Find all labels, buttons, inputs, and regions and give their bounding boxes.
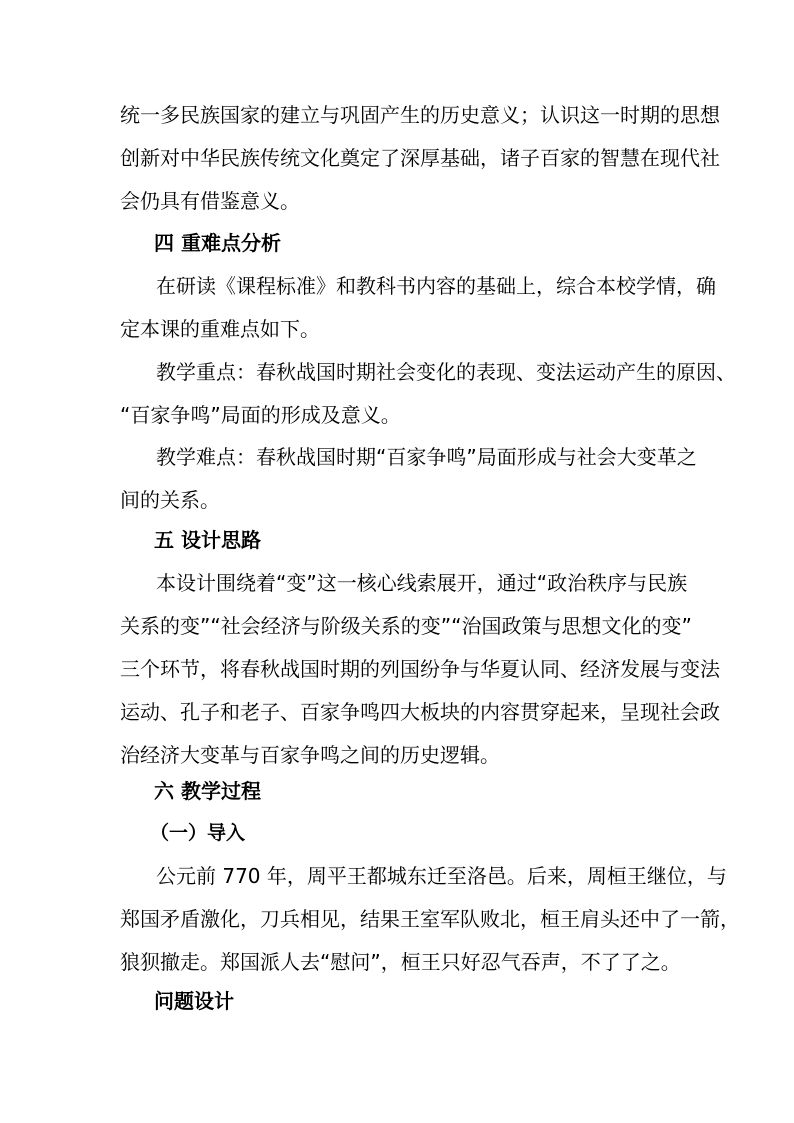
text-line: 本设计围绕着“变”这一核心线索展开，通过“政治秩序与民族 [156, 571, 688, 595]
section-heading-teaching-process: 六 教学过程 [154, 779, 261, 803]
section-heading-design-ideas: 五 设计思路 [154, 528, 261, 552]
text-line: 三个环节，将春秋战国时期的列国纷争与华夏认同、经济发展与变法 [120, 657, 720, 681]
text-line: 教学难点：春秋战国时期“百家争鸣”局面形成与社会大变革之 [156, 445, 697, 469]
paragraph-key-points-intro [120, 265, 716, 351]
paragraph-historical-significance [120, 94, 720, 223]
text-line: 运动、孔子和老子、百家争鸣四大板块的内容贯穿起来，呈现社会政 [120, 700, 720, 724]
text-line: 狼狈撤走。郑国派人去“慰问”，桓王只好忍气吞声，不了了之。 [120, 950, 681, 974]
text-line: 治经济大变革与百家争鸣之间的历史逻辑。 [120, 743, 500, 767]
paragraph-design-ideas [120, 562, 720, 777]
text-line: 郑国矛盾激化，刀兵相见，结果王室军队败北，桓王肩头还中了一箭， [120, 907, 740, 931]
text-line: 定本课的重难点如下。 [120, 317, 320, 341]
text-line: 会仍具有借鉴意义。 [120, 189, 300, 213]
text-line: 间的关系。 [120, 488, 220, 512]
section-heading-key-difficult-points: 四 重难点分析 [154, 231, 281, 255]
text-line: 教学重点：春秋战国时期社会变化的表现、变法运动产生的原因、 [156, 360, 736, 384]
text-line: 公元前 770 年，周平王都城东迁至洛邑。后来，周桓王继位，与 [156, 864, 727, 888]
text-line: 在研读《课程标准》和教科书内容的基础上，综合本校学情，确 [156, 274, 716, 298]
paragraph-introduction-story [120, 855, 740, 984]
text-line: 关系的变”“社会经济与阶级关系的变”“治国政策与思想文化的变” [120, 614, 692, 638]
subheading-introduction: （一）导入 [150, 822, 246, 844]
paragraph-teaching-difficult-point [120, 436, 697, 522]
text-line: “百家争鸣”局面的形成及意义。 [120, 403, 401, 427]
paragraph-teaching-key-point [120, 351, 736, 437]
text-line: 创新对中华民族传统文化奠定了深厚基础，诸子百家的智慧在现代社 [120, 146, 720, 170]
subheading-question-design: 问题设计 [154, 989, 234, 1013]
text-line: 统一多民族国家的建立与巩固产生的历史意义；认识这一时期的思想 [120, 103, 720, 127]
